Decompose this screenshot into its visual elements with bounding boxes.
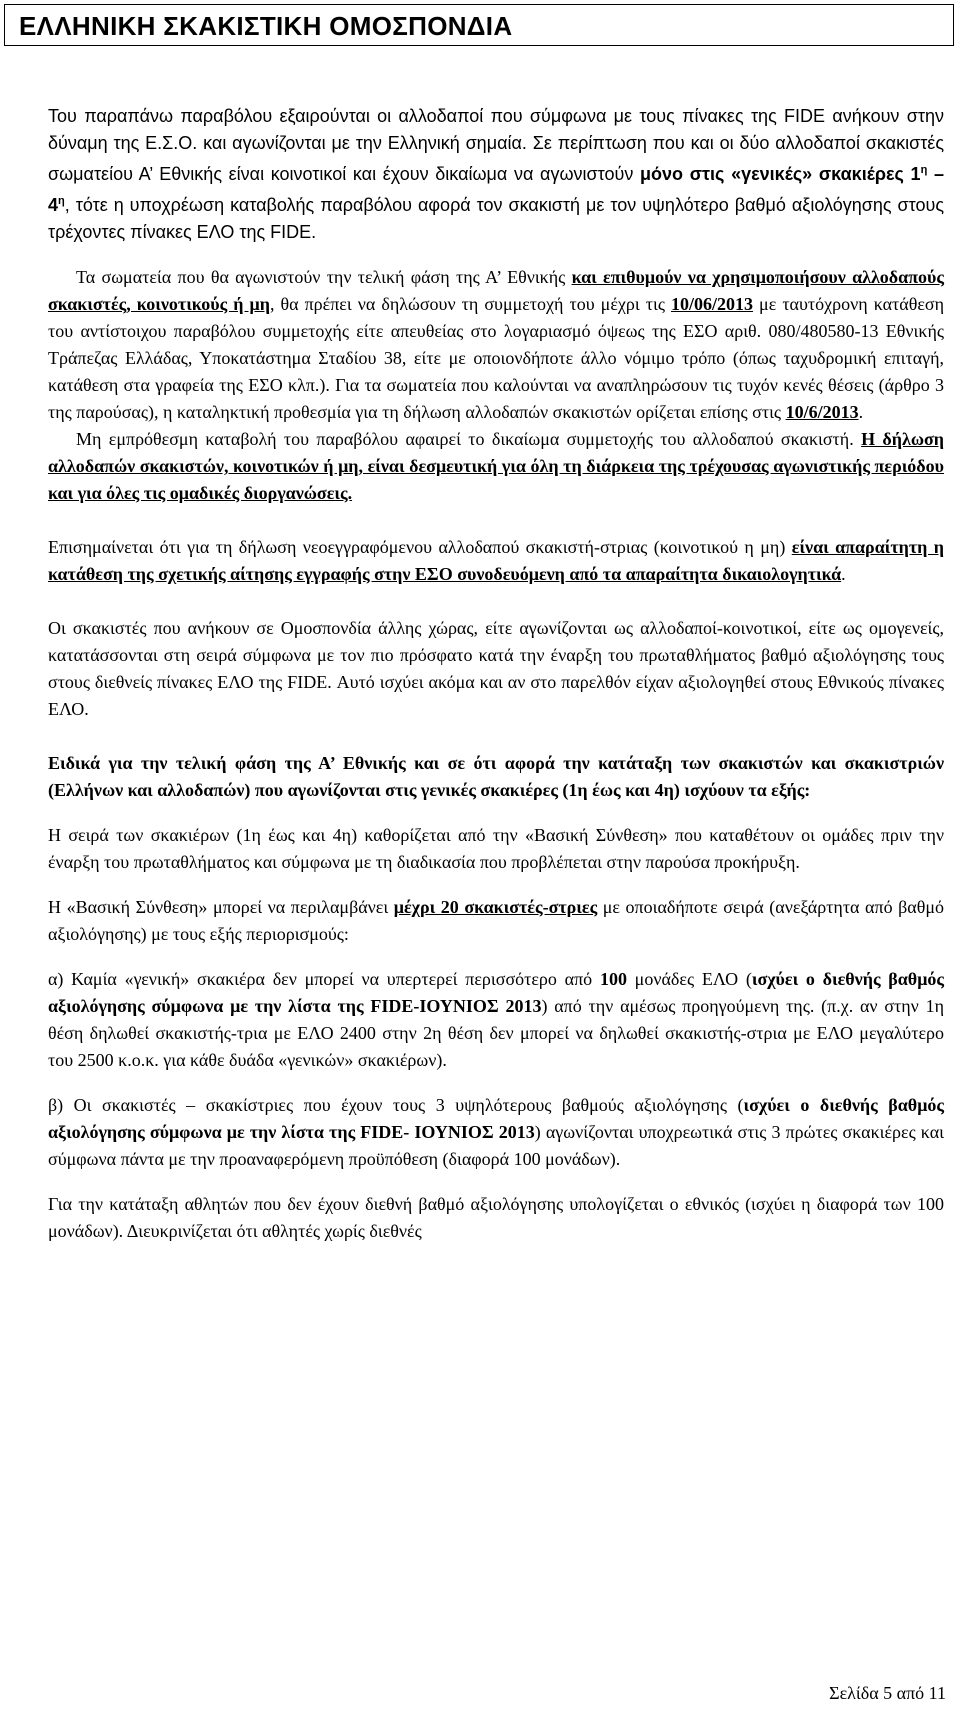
superscript: η (58, 195, 65, 207)
text: Τα σωματεία που θα αγωνιστούν την τελική φάση της Α’ Εθνικής (76, 267, 572, 287)
superscript: η (920, 164, 928, 176)
paragraph-national-rating: Για την κατάταξη αθλητών που δεν έχουν διεθνή βαθμό αξιολόγησης υπολογίζεται ο εθνικός (ισχύει η διαφορά των 100 μονάδων). Διευκρινίζεται ότι αθλητές χωρίς διεθνές (48, 1194, 944, 1241)
paragraph-final-phase-heading: Ειδικά για την τελική φάση της Α’ Εθνικής και σε ότι αφορά την κατάταξη των σκακιστών και σκακιστριών (Ελλήνων και αλλοδαπών) που αγωνίζονται στις γενικές σκακιέρες (1η έως και 4η) ισχύουν τα εξής: (48, 753, 944, 800)
text: Η «Βασική Σύνθεση» μπορεί να περιλαμβάνει (48, 897, 394, 917)
bold-underlined-text: είναι απαραίτητη η κατάθεση της σχετικής αίτησης εγγραφής στην ΕΣΟ συνοδευόμενη από τα απαραίτητα δικαιολογητικά (48, 537, 944, 584)
text: . (858, 402, 864, 422)
bold-text: 100 (599, 969, 627, 989)
bold-underlined-text: Η δήλωση αλλοδαπών σκακιστών, κοινοτικών ή μη, είναι δεσμευτική για όλη τη διάρκεια της τρέχουσας αγωνιστικής περιόδου και για όλες τις ομαδικές διοργανώσεις. (48, 429, 944, 503)
text: Του παραπάνω παραβόλου εξαιρούνται οι αλλοδαποί που σύμφωνα με τους πίνακες της FIDE ανήκουν στην δύναμη της Ε.Σ.Ο. και αγωνίζονται με την Ελληνική σημαία. Σε περίπτωση που και οι δύο αλλοδαποί σκακιστές σωματείου Α’ Εθνικής είναι κοινοτικοί και έχουν δικαίωμα να αγωνιστούν (48, 106, 944, 184)
deadline-date: 10/6/2013 (785, 402, 859, 422)
text: , τότε η υποχρέωση καταβολής παραβόλου αφορά τον σκακιστή με τον υψηλότερο βαθμό αξιολόγησης στους τρέχοντες πίνακες ΕΛΟ της FIDE. (48, 195, 944, 242)
paragraph-registration (48, 264, 944, 426)
text: Μη εμπρόθεσμη καταβολή του παραβόλου αφαιρεί το δικαίωμα συμμετοχής του αλλοδαπού σκακιστή. (76, 429, 862, 449)
text: μονάδες ΕΛΟ ( (626, 969, 752, 989)
document-title: ΕΛΛΗΝΙΚΗ ΣΚΑΚΙΣΤΙΚΗ ΟΜΟΣΠΟΝΔΙΑ (19, 11, 513, 41)
bold-text: – 4 (48, 164, 944, 215)
text: με οποιαδήποτε σειρά (ανεξάρτητα από βαθμό αξιολόγησης) με τους εξής περιορισμούς: (48, 897, 944, 944)
text: . (841, 564, 846, 584)
text: Επισημαίνεται ότι για τη δήλωση νεοεγγραφόμενου αλλοδαπού σκακιστή-στριας (κοινοτικού η μη) (48, 537, 792, 557)
bold-text: ισχύει ο διεθνής βαθμός αξιολόγησης σύμφωνα με την λίστα της FIDE- ΙΟΥΝΙΟΣ 2013 (48, 1095, 944, 1142)
bold-text: μόνο στις «γενικές» σκακιέρες 1 (640, 164, 921, 184)
paragraph-rule-a (48, 966, 944, 1074)
document-body (48, 103, 944, 1245)
text: ) αγωνίζονται υποχρεωτικά στις 3 πρώτες σκακιέρες και σύμφωνα πάντα με την προαναφερόμενη προϋπόθεση (διαφορά 100 μονάδων). (48, 1122, 944, 1169)
text: ) από την αμέσως προηγούμενη της. (π.χ. αν στην 1η θέση δηλωθεί σκακιστής-τρια με ΕΛΟ 2400 στην 2η θέση δεν μπορεί να δηλωθεί σκακιστής-στρια με ΕΛΟ μεγαλύτερο του 2500 κ.ο.κ. για κάθε δυάδα «γενικών» σκακιέρων). (48, 996, 945, 1070)
text: β) Οι σκακιστές – σκακίστριες που έχουν τους 3 υψηλότερους βαθμούς αξιολόγησης ( (48, 1095, 744, 1115)
paragraph-late-payment (48, 426, 944, 507)
text: , θα πρέπει να δηλώσουν τη συμμετοχή του μέχρι τις (269, 294, 671, 314)
header-box (4, 4, 954, 46)
text: με ταυτόχρονη κατάθεση του αντίστοιχου παραβόλου συμμετοχής είτε απευθείας στο λογαριασμό όψεως της ΕΣΟ αριθ. 080/480580-13 Εθνικής Τράπεζας Ελλάδας, Υποκατάστημα Σταδίου 38, είτε με οποιονδήποτε άλλο νόμιμο τρόπο (όπως ταχυδρομική επιταγή, κατάθεση στα γραφεία της ΕΣΟ κλπ.). Για τα σωματεία που καλούνται να αναπληρώσουν τις τυχόν κενές θέσεις (άρθρο 3 της παρούσας), η καταληκτική προθεσμία για τη δήλωση αλλοδαπών σκακιστών ορίζεται επίσης στις (48, 294, 944, 422)
paragraph-rule-b (48, 1092, 944, 1173)
paragraph-basic-composition (48, 894, 944, 948)
bold-underlined-text: μέχρι 20 σκακιστές-στριες (393, 897, 598, 917)
page-number: Σελίδα 5 από 11 (829, 1683, 946, 1703)
paragraph-new-registration (48, 534, 944, 588)
paragraph-foreign-federation: Οι σκακιστές που ανήκουν σε Ομοσπονδία άλλης χώρας, είτε αγωνίζονται ως αλλοδαποί-κοινοτικοί, είτε ως ομογενείς, κατατάσσονται στη σειρά σύμφωνα με τον πιο πρόσφατο κατά την έναρξη του πρωταθλήματος βαθμό αξιολόγησης τους στους διεθνείς πίνακες ΕΛΟ της FIDE. Αυτό ισχύει ακόμα και αν στο παρελθόν είχαν αξιολογηθεί στους Εθνικούς πίνακες ΕΛΟ. (48, 618, 944, 719)
paragraph-exemptions (48, 103, 944, 246)
text: α) Καμία «γενική» σκακιέρα δεν μπορεί να υπερτερεί περισσότερο από (48, 969, 600, 989)
bold-underlined-text: και επιθυμούν να χρησιμοποιήσουν αλλοδαπούς σκακιστές, κοινοτικούς ή μη (48, 267, 944, 314)
deadline-date: 10/06/2013 (671, 294, 754, 314)
paragraph-board-order: Η σειρά των σκακιέρων (1η έως και 4η) καθορίζεται από την «Βασική Σύνθεση» που καταθέτουν οι ομάδες πριν την έναρξη του πρωταθλήματος και σύμφωνα με τη διαδικασία που προβλέπεται στην παρούσα προκήρυξη. (48, 825, 944, 872)
bold-text: ισχύει ο διεθνής βαθμός αξιολόγησης σύμφωνα με την λίστα της FIDE-ΙΟΥΝΙΟΣ 2013 (48, 969, 945, 1016)
